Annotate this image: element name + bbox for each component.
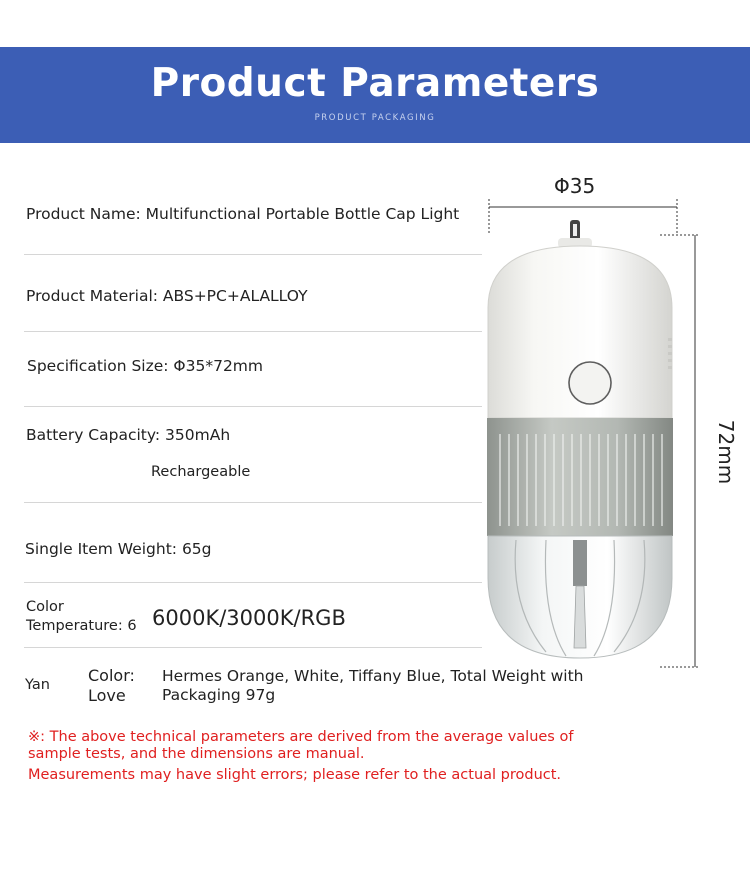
spec-size: Specification Size: Φ35*72mm [27, 357, 264, 375]
spec-battery-note: Rechargeable [151, 464, 251, 480]
spec-color-prefix: Yan [25, 677, 50, 693]
divider [24, 502, 482, 503]
note-disclaimer: ※: The above technical parameters are derived from the average values of sample tests, and the dimensions are manual. [28, 729, 574, 762]
spec-color-temp-label: Color Temperature: 6 [26, 599, 137, 634]
bottle-cap-light-image [476, 208, 691, 668]
spec-color-temp-value: 6000K/3000K/RGB [152, 606, 346, 630]
spec-weight: Single Item Weight: 65g [25, 540, 212, 558]
height-label: 72mm [714, 419, 739, 485]
spec-battery: Battery Capacity: 350mAh [26, 426, 231, 444]
page-subtitle: PRODUCT PACKAGING [314, 113, 436, 123]
divider [24, 331, 482, 332]
spec-material: Product Material: ABS+PC+ALALLOY [26, 287, 308, 305]
divider [24, 582, 482, 583]
diameter-label: Φ35 [554, 174, 596, 198]
spec-color-label: Color: Love [88, 666, 135, 705]
note-measurement: Measurements may have slight errors; please refer to the actual product. [28, 767, 562, 783]
header-banner [0, 47, 750, 143]
divider [24, 647, 482, 648]
spec-product-name: Product Name: Multifunctional Portable Bottle Cap Light [26, 205, 460, 223]
page-title: Product Parameters [150, 61, 600, 106]
divider [24, 254, 482, 255]
divider [24, 406, 482, 407]
spec-color-value: Hermes Orange, White, Tiffany Blue, Total Weight with Packaging 97g [162, 667, 584, 704]
